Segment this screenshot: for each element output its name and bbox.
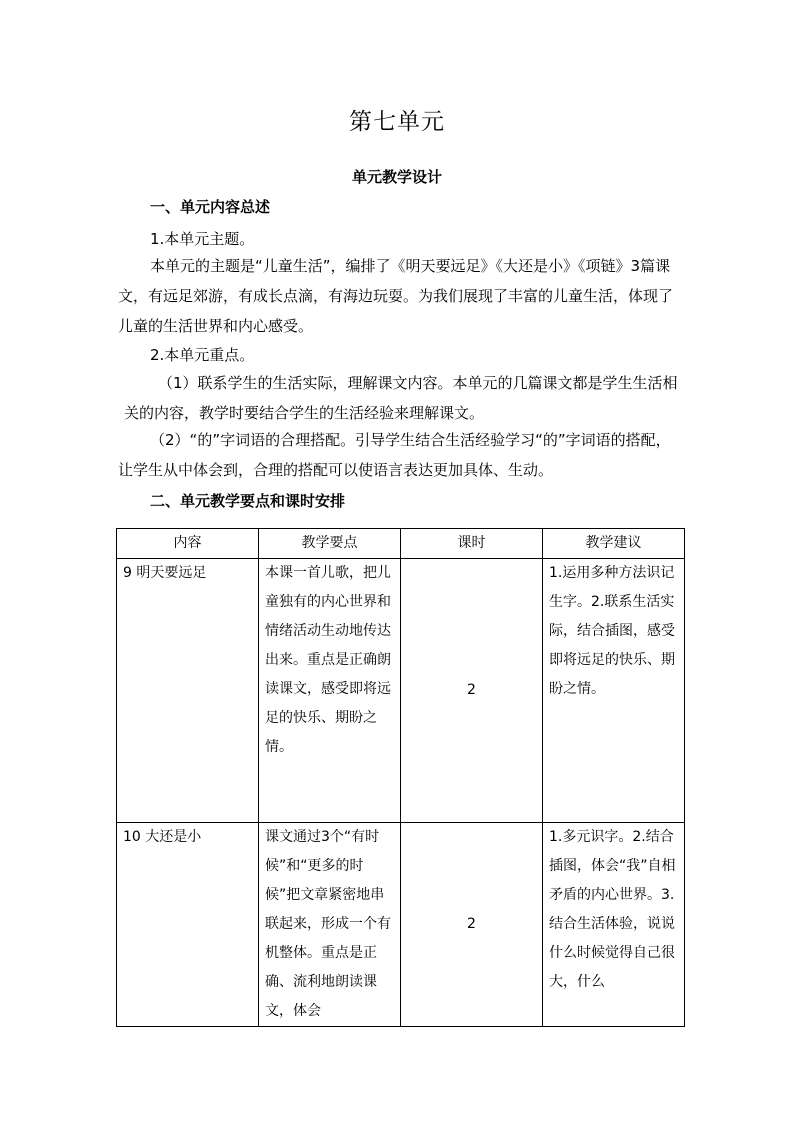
cell-class-hours: 2 xyxy=(401,823,543,1027)
paragraph-theme: 本单元的主题是“儿童生活”，编排了《明天要远足》《大还是小》《项链》3篇课文，有远足郊游，有成长点滴，有海边玩耍。为我们展现了丰富的儿童生活，体现了儿童的生活世界和内心感受。 xyxy=(118,257,674,335)
lesson-plan-table xyxy=(116,528,685,1027)
paragraph-point-1: （1）联系学生的生活实际，理解课文内容。本单元的几篇课文都是学生生活相关的内容，教学时要结合学生的生活经验来理解课文。 xyxy=(124,374,678,422)
page-title: 第七单元 xyxy=(349,109,445,135)
table-row xyxy=(117,823,685,1027)
header-content: 内容 xyxy=(117,529,259,559)
header-teaching-suggestions: 教学建议 xyxy=(543,529,685,559)
item-label-focus: 2.本单元重点。 xyxy=(150,346,255,364)
section-heading-plan: 二、单元教学要点和课时安排 xyxy=(150,492,346,510)
table-row xyxy=(117,559,685,823)
section-heading-overview: 一、单元内容总述 xyxy=(150,198,271,216)
cell-teaching-points: 课文通过3个“有时候”和“更多的时候”把文章紧密地串联起来，形成一个有机整体。重点是正确、流利地朗读课文，体会 xyxy=(259,823,401,1027)
cell-teaching-suggestions: 1.多元识字。2.结合插图，体会“我”自相矛盾的内心世界。3.结合生活体验，说说什么时候觉得自己很大，什么 xyxy=(543,823,685,1027)
cell-content: 10 大还是小 xyxy=(117,823,259,1027)
cell-class-hours: 2 xyxy=(401,559,543,823)
cell-content: 9 明天要远足 xyxy=(117,559,259,823)
cell-teaching-points: 本课一首儿歌，把儿童独有的内心世界和情绪活动生动地传达出来。重点是正确朗读课文，感受即将远足的快乐、期盼之情。 xyxy=(259,559,401,823)
page-subtitle: 单元教学设计 xyxy=(351,168,442,186)
header-class-hours: 课时 xyxy=(401,529,543,559)
table-header-row xyxy=(117,529,685,559)
cell-teaching-suggestions: 1.运用多种方法识记生字。2.联系生活实际，结合插图，感受即将远足的快乐、期盼之情。 xyxy=(543,559,685,823)
item-label-theme: 1.本单元主题。 xyxy=(150,230,255,248)
paragraph-point-2: （2）“的”字词语的合理搭配。引导学生结合生活经验学习“的”字词语的搭配，让学生从中体会到，合理的搭配可以使语言表达更加具体、生动。 xyxy=(118,431,671,479)
header-teaching-points: 教学要点 xyxy=(259,529,401,559)
